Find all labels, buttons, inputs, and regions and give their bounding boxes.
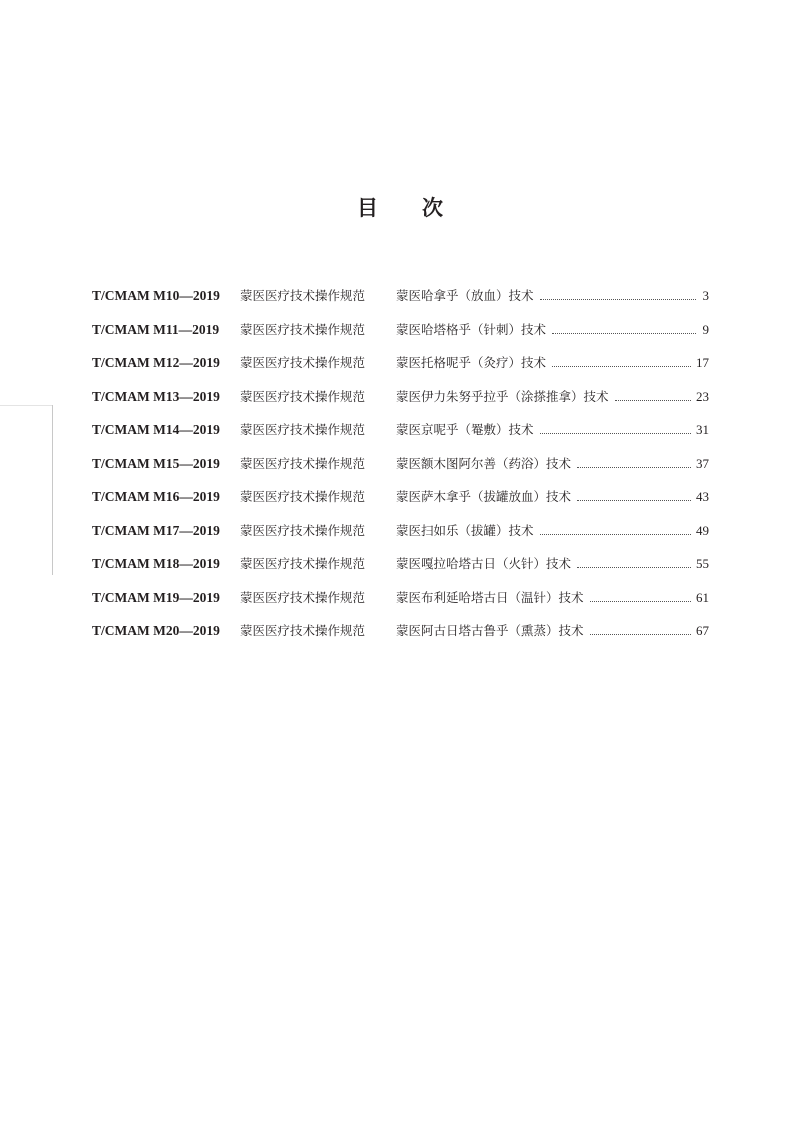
standard-series: 蒙医医疗技术操作规范 bbox=[240, 522, 366, 538]
dot-leader bbox=[577, 566, 691, 568]
dot-leader bbox=[577, 499, 691, 501]
toc-entry[interactable] bbox=[92, 521, 709, 555]
entry-title: 蒙医扫如乐（拔罐）技术 bbox=[396, 522, 534, 538]
toc-entry[interactable] bbox=[92, 588, 709, 622]
toc-entry[interactable] bbox=[92, 286, 709, 320]
standard-code: T/CMAM M15—2019 bbox=[92, 455, 220, 471]
standard-code: T/CMAM M18—2019 bbox=[92, 556, 220, 571]
page-number: 55 bbox=[696, 556, 709, 571]
page-number: 9 bbox=[702, 321, 709, 337]
entry-title: 蒙医京呢乎（罨敷）技术 bbox=[396, 422, 534, 437]
dot-leader bbox=[590, 633, 691, 635]
standard-code: T/CMAM M19—2019 bbox=[92, 589, 220, 605]
page-number: 43 bbox=[696, 489, 709, 504]
page-number: 31 bbox=[696, 422, 709, 437]
standard-series: 蒙医医疗技术操作规范 bbox=[240, 455, 366, 471]
entry-title: 蒙医额木图阿尔善（药浴）技术 bbox=[396, 455, 572, 471]
toc-entry[interactable] bbox=[92, 353, 709, 387]
dot-leader bbox=[577, 466, 691, 468]
toc-entry[interactable] bbox=[92, 320, 709, 354]
page-number: 3 bbox=[702, 288, 709, 303]
page-edge-line bbox=[52, 405, 53, 575]
standard-series: 蒙医医疗技术操作规范 bbox=[240, 288, 366, 303]
standard-code: T/CMAM M14—2019 bbox=[92, 422, 220, 437]
entry-title: 蒙医布利延哈塔古日（温针）技术 bbox=[396, 589, 584, 605]
page-number: 61 bbox=[696, 589, 709, 605]
page-title bbox=[0, 192, 800, 222]
standard-code: T/CMAM M17—2019 bbox=[92, 522, 220, 538]
dot-leader bbox=[615, 399, 691, 401]
title-char: 次 bbox=[422, 196, 443, 220]
dot-leader bbox=[552, 365, 691, 367]
entry-title: 蒙医哈塔格乎（针刺）技术 bbox=[396, 321, 547, 337]
page-edge-line bbox=[0, 405, 52, 406]
standard-code: T/CMAM M10—2019 bbox=[92, 288, 220, 303]
entry-title: 蒙医嘎拉哈塔古日（火针）技术 bbox=[396, 556, 572, 571]
dot-leader bbox=[540, 298, 696, 300]
standard-series: 蒙医医疗技术操作规范 bbox=[240, 589, 366, 605]
standard-code: T/CMAM M16—2019 bbox=[92, 489, 220, 504]
entry-title: 蒙医托格呢乎（灸疗）技术 bbox=[396, 355, 547, 370]
standard-code: T/CMAM M20—2019 bbox=[92, 623, 220, 638]
standard-code: T/CMAM M11—2019 bbox=[92, 321, 220, 337]
entry-title: 蒙医阿古日塔古鲁乎（熏蒸）技术 bbox=[396, 623, 584, 638]
page-number: 37 bbox=[696, 455, 709, 471]
dot-leader bbox=[590, 600, 691, 602]
standard-series: 蒙医医疗技术操作规范 bbox=[240, 623, 366, 638]
toc-entry[interactable] bbox=[92, 454, 709, 488]
page-number: 49 bbox=[696, 522, 709, 538]
entry-title: 蒙医哈拿乎（放血）技术 bbox=[396, 288, 534, 303]
toc-entry[interactable] bbox=[92, 387, 709, 421]
standard-code: T/CMAM M12—2019 bbox=[92, 355, 220, 370]
table-of-contents bbox=[92, 286, 709, 655]
dot-leader bbox=[540, 432, 691, 434]
standard-series: 蒙医医疗技术操作规范 bbox=[240, 556, 366, 571]
toc-entry[interactable] bbox=[92, 554, 709, 588]
standard-series: 蒙医医疗技术操作规范 bbox=[240, 489, 366, 504]
page-number: 67 bbox=[696, 623, 709, 638]
entry-title: 蒙医萨木拿乎（拔罐放血）技术 bbox=[396, 489, 572, 504]
standard-series: 蒙医医疗技术操作规范 bbox=[240, 388, 366, 404]
toc-entry[interactable] bbox=[92, 621, 709, 655]
toc-entry[interactable] bbox=[92, 487, 709, 521]
dot-leader bbox=[540, 533, 691, 535]
page-number: 17 bbox=[696, 355, 709, 370]
standard-series: 蒙医医疗技术操作规范 bbox=[240, 321, 366, 337]
standard-series: 蒙医医疗技术操作规范 bbox=[240, 355, 366, 370]
title-char: 目 bbox=[357, 196, 378, 220]
dot-leader bbox=[552, 332, 696, 334]
standard-series: 蒙医医疗技术操作规范 bbox=[240, 422, 366, 437]
toc-entry[interactable] bbox=[92, 420, 709, 454]
page-number: 23 bbox=[696, 388, 709, 404]
entry-title: 蒙医伊力朱努乎拉乎（涂搽推拿）技术 bbox=[396, 388, 609, 404]
standard-code: T/CMAM M13—2019 bbox=[92, 388, 220, 404]
